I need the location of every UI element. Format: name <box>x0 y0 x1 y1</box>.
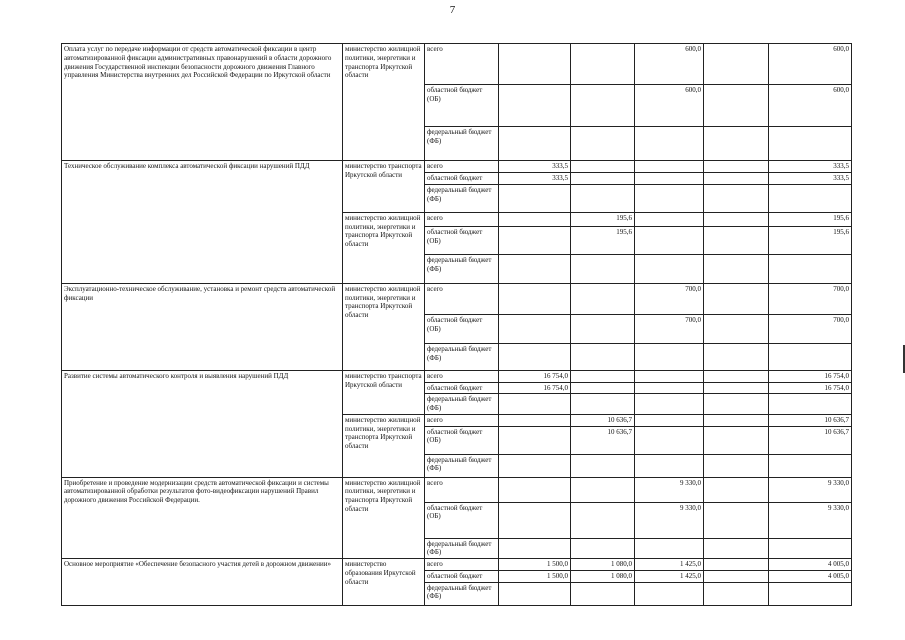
table-row <box>62 161 852 173</box>
year-value-cell <box>704 44 769 85</box>
year-value-cell <box>571 161 635 173</box>
activity-name-cell: Основное мероприятие «Обеспечение безопасного участия детей в дорожном движении» <box>62 559 343 606</box>
executor-cell: министерство транспорта Иркутской области <box>343 161 425 213</box>
year-value-cell: 1 080,0 <box>571 570 635 582</box>
year-value-cell: 600,0 <box>635 85 704 127</box>
year-value-cell <box>499 502 571 538</box>
executor-cell: министерство жилищной политики, энергетики и транспорта Иркутской области <box>343 414 425 477</box>
year-value-cell <box>704 314 769 343</box>
year-value-cell <box>704 85 769 127</box>
page-number: 7 <box>449 4 456 16</box>
year-value-cell <box>499 343 571 370</box>
executor-cell: министерство образования Иркутской области <box>343 559 425 606</box>
year-value-cell <box>499 44 571 85</box>
year-value-cell <box>571 370 635 382</box>
table-row <box>62 44 852 85</box>
year-value-cell <box>704 212 769 226</box>
year-value-cell <box>704 454 769 477</box>
funding-source-cell: федеральный бюджет (ФБ) <box>425 538 499 559</box>
year-value-cell <box>571 254 635 283</box>
year-value-cell: 333,5 <box>499 161 571 173</box>
funding-source-cell: областной бюджет (ОБ) <box>425 426 499 454</box>
total-value-cell: 9 330,0 <box>769 502 852 538</box>
funding-source-cell: федеральный бюджет (ФБ) <box>425 582 499 605</box>
table-row <box>62 477 852 502</box>
year-value-cell <box>704 414 769 426</box>
year-value-cell: 16 754,0 <box>499 382 571 394</box>
year-value-cell: 700,0 <box>635 283 704 314</box>
year-value-cell <box>704 502 769 538</box>
year-value-cell <box>499 283 571 314</box>
year-value-cell <box>571 85 635 127</box>
year-value-cell <box>499 184 571 212</box>
year-value-cell <box>571 127 635 161</box>
total-value-cell: 10 636,7 <box>769 426 852 454</box>
total-value-cell: 195,6 <box>769 226 852 254</box>
year-value-cell <box>635 161 704 173</box>
funding-source-cell: федеральный бюджет (ФБ) <box>425 254 499 283</box>
year-value-cell <box>499 85 571 127</box>
year-value-cell <box>499 414 571 426</box>
year-value-cell <box>499 582 571 605</box>
year-value-cell <box>571 283 635 314</box>
year-value-cell <box>704 283 769 314</box>
funding-source-cell: федеральный бюджет (ФБ) <box>425 343 499 370</box>
year-value-cell <box>635 370 704 382</box>
year-value-cell <box>704 172 769 184</box>
funding-source-cell: федеральный бюджет (ФБ) <box>425 454 499 477</box>
year-value-cell <box>704 559 769 571</box>
year-value-cell <box>571 477 635 502</box>
funding-source-cell: областной бюджет (ОБ) <box>425 502 499 538</box>
year-value-cell: 16 754,0 <box>499 370 571 382</box>
year-value-cell: 600,0 <box>635 44 704 85</box>
year-value-cell <box>704 226 769 254</box>
total-value-cell <box>769 538 852 559</box>
year-value-cell <box>571 454 635 477</box>
funding-source-cell: федеральный бюджет (ФБ) <box>425 184 499 212</box>
funding-source-cell: всего <box>425 559 499 571</box>
total-value-cell <box>769 582 852 605</box>
total-value-cell: 16 754,0 <box>769 370 852 382</box>
activity-name-cell: Приобретение и проведение модернизации средств автоматической фиксации и системы автоматизированной обработки результатов фото-видеофиксации нарушений Правил дорожного движения Российской Федерации. <box>62 477 343 559</box>
year-value-cell <box>704 161 769 173</box>
year-value-cell <box>635 212 704 226</box>
executor-cell: министерство жилищной политики, энергетики и транспорта Иркутской области <box>343 477 425 559</box>
year-value-cell <box>704 570 769 582</box>
year-value-cell <box>571 582 635 605</box>
year-value-cell <box>635 582 704 605</box>
year-value-cell: 195,6 <box>571 212 635 226</box>
year-value-cell <box>571 382 635 394</box>
year-value-cell: 1 080,0 <box>571 559 635 571</box>
year-value-cell: 9 330,0 <box>635 502 704 538</box>
table-row <box>62 370 852 382</box>
year-value-cell <box>571 44 635 85</box>
total-value-cell <box>769 394 852 415</box>
budget-table <box>61 43 852 606</box>
funding-source-cell: всего <box>425 477 499 502</box>
total-value-cell: 9 330,0 <box>769 477 852 502</box>
funding-source-cell: областной бюджет <box>425 382 499 394</box>
funding-source-cell: всего <box>425 370 499 382</box>
year-value-cell <box>704 254 769 283</box>
year-value-cell <box>635 394 704 415</box>
year-value-cell: 333,5 <box>499 172 571 184</box>
total-value-cell: 333,5 <box>769 161 852 173</box>
year-value-cell <box>571 314 635 343</box>
year-value-cell <box>635 454 704 477</box>
table-body <box>62 44 852 606</box>
year-value-cell: 700,0 <box>635 314 704 343</box>
total-value-cell: 16 754,0 <box>769 382 852 394</box>
year-value-cell <box>571 184 635 212</box>
total-value-cell <box>769 184 852 212</box>
funding-source-cell: всего <box>425 212 499 226</box>
executor-cell: министерство транспорта Иркутской области <box>343 370 425 414</box>
funding-source-cell: областной бюджет <box>425 172 499 184</box>
funding-source-cell: федеральный бюджет (ФБ) <box>425 394 499 415</box>
total-value-cell: 333,5 <box>769 172 852 184</box>
executor-cell: министерство жилищной политики, энергетики и транспорта Иркутской области <box>343 44 425 161</box>
activity-name-cell: Техническое обслуживание комплекса автоматической фиксации нарушений ПДД <box>62 161 343 284</box>
total-value-cell <box>769 343 852 370</box>
funding-source-cell: областной бюджет <box>425 570 499 582</box>
total-value-cell <box>769 254 852 283</box>
year-value-cell <box>704 127 769 161</box>
executor-cell: министерство жилищной политики, энергетики и транспорта Иркутской области <box>343 283 425 370</box>
funding-source-cell: федеральный бюджет (ФБ) <box>425 127 499 161</box>
year-value-cell <box>704 426 769 454</box>
total-value-cell: 600,0 <box>769 44 852 85</box>
year-value-cell: 195,6 <box>571 226 635 254</box>
total-value-cell: 700,0 <box>769 314 852 343</box>
year-value-cell: 10 636,7 <box>571 414 635 426</box>
year-value-cell <box>704 184 769 212</box>
year-value-cell <box>635 382 704 394</box>
funding-source-cell: всего <box>425 414 499 426</box>
year-value-cell <box>704 582 769 605</box>
year-value-cell <box>704 477 769 502</box>
year-value-cell <box>704 382 769 394</box>
year-value-cell <box>571 538 635 559</box>
year-value-cell <box>635 343 704 370</box>
activity-name-cell: Развитие системы автоматического контроля и выявления нарушений ПДД <box>62 370 343 477</box>
year-value-cell <box>571 343 635 370</box>
year-value-cell <box>704 394 769 415</box>
year-value-cell <box>571 172 635 184</box>
table-row <box>62 283 852 314</box>
year-value-cell: 1 425,0 <box>635 570 704 582</box>
year-value-cell: 1 500,0 <box>499 570 571 582</box>
year-value-cell <box>499 212 571 226</box>
total-value-cell <box>769 454 852 477</box>
year-value-cell <box>571 502 635 538</box>
table-row <box>62 559 852 571</box>
funding-source-cell: областной бюджет (ОБ) <box>425 226 499 254</box>
year-value-cell <box>499 127 571 161</box>
year-value-cell <box>635 538 704 559</box>
year-value-cell <box>704 538 769 559</box>
total-value-cell <box>769 127 852 161</box>
year-value-cell <box>635 184 704 212</box>
executor-cell: министерство жилищной политики, энергетики и транспорта Иркутской области <box>343 212 425 283</box>
year-value-cell: 1 500,0 <box>499 559 571 571</box>
activity-name-cell: Оплата услуг по передаче информации от средств автоматической фиксации в центр автоматизированной фиксации административных правонарушений в области дорожного движения Государственной инспекции безопасности дорожного движения Главного управления Министерства внутренних дел Российской Федерации по Иркутской области <box>62 44 343 161</box>
funding-source-cell: областной бюджет (ОБ) <box>425 85 499 127</box>
year-value-cell <box>499 538 571 559</box>
activity-name-cell: Эксплуатационно-техническое обслуживание, установка и ремонт средств автоматической фиксации <box>62 283 343 370</box>
year-value-cell <box>499 426 571 454</box>
total-value-cell: 700,0 <box>769 283 852 314</box>
total-value-cell: 10 636,7 <box>769 414 852 426</box>
total-value-cell: 600,0 <box>769 85 852 127</box>
year-value-cell <box>635 414 704 426</box>
year-value-cell <box>499 226 571 254</box>
year-value-cell <box>499 314 571 343</box>
year-value-cell <box>635 426 704 454</box>
year-value-cell <box>499 254 571 283</box>
year-value-cell <box>704 370 769 382</box>
year-value-cell <box>499 454 571 477</box>
year-value-cell <box>571 394 635 415</box>
year-value-cell <box>635 254 704 283</box>
year-value-cell <box>635 127 704 161</box>
year-value-cell <box>635 226 704 254</box>
year-value-cell <box>704 343 769 370</box>
funding-source-cell: всего <box>425 44 499 85</box>
year-value-cell: 9 330,0 <box>635 477 704 502</box>
year-value-cell: 10 636,7 <box>571 426 635 454</box>
funding-source-cell: всего <box>425 161 499 173</box>
year-value-cell: 1 425,0 <box>635 559 704 571</box>
year-value-cell <box>499 394 571 415</box>
total-value-cell: 4 005,0 <box>769 570 852 582</box>
year-value-cell <box>635 172 704 184</box>
year-value-cell <box>499 477 571 502</box>
total-value-cell: 195,6 <box>769 212 852 226</box>
total-value-cell: 4 005,0 <box>769 559 852 571</box>
funding-source-cell: всего <box>425 283 499 314</box>
funding-source-cell: областной бюджет (ОБ) <box>425 314 499 343</box>
